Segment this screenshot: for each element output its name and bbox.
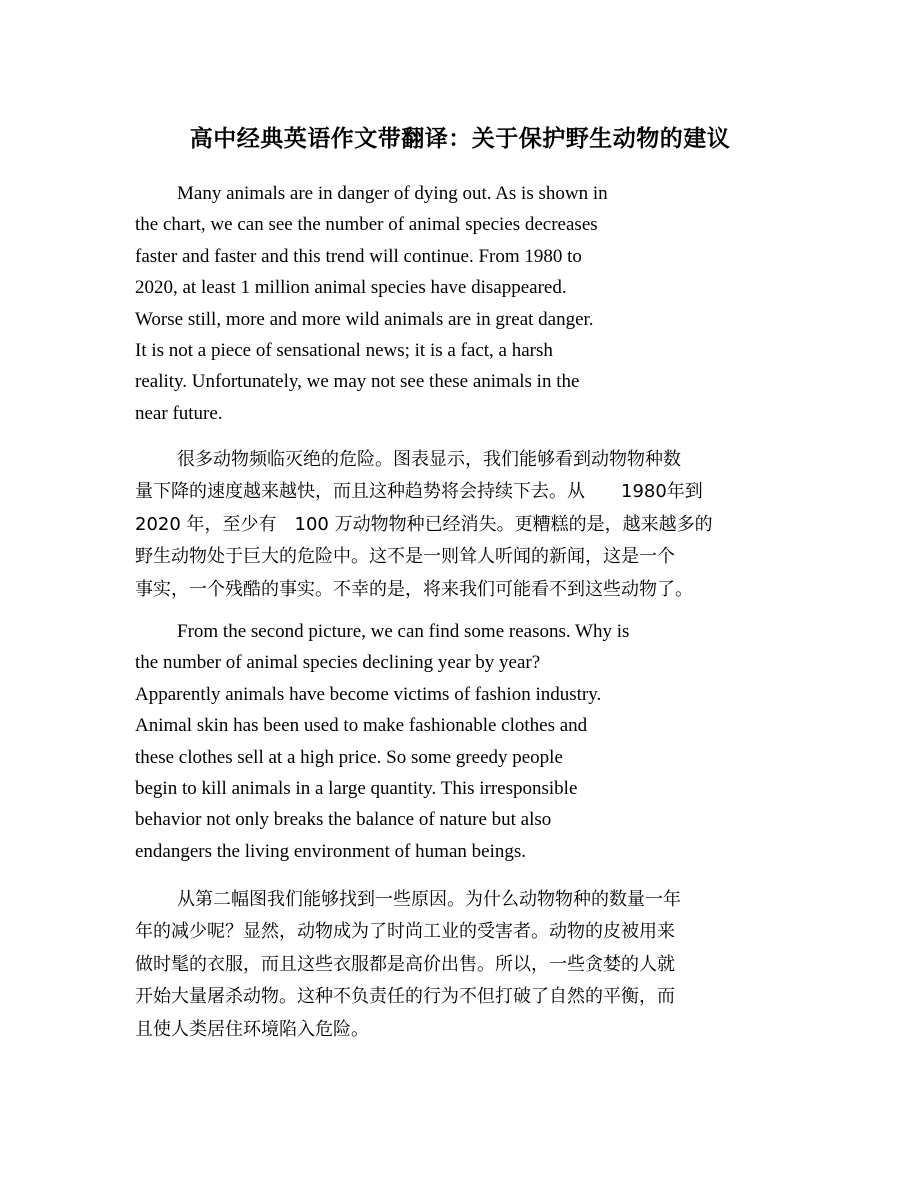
text-line: 2020 年，至少有 100 万动物物种已经消失。更糟糕的是，越来越多的 (135, 513, 713, 535)
text-line: near future. (135, 402, 223, 424)
text-line: behavior not only breaks the balance of nature but also (135, 809, 552, 831)
text-line: faster and faster and this trend will continue. From 1980 to (135, 245, 582, 267)
document-title: 高中经典英语作文带翻译：关于保护野生动物的建议 (189, 126, 731, 152)
text-line: endangers the living environment of human beings. (135, 840, 526, 862)
text-line: Animal skin has been used to make fashionable clothes and (135, 715, 588, 737)
text-line: 很多动物频临灭绝的危险。图表显示，我们能够看到动物物种数 (177, 449, 681, 470)
text-line: 且使人类居住环境陷入危险。 (135, 1018, 369, 1040)
text-line: Apparently animals have become victims of fashion industry. (135, 683, 602, 705)
text-line: From the second picture, we can find some reasons. Why is (177, 621, 630, 642)
chinese-paragraph-1 (135, 444, 713, 606)
english-paragraph-2 (135, 616, 629, 867)
chinese-paragraph-2 (135, 884, 681, 1046)
text-line: 量下降的速度越来越快，而且这种趋势将会持续下去。从 1980年到 (135, 481, 703, 503)
text-line: Many animals are in danger of dying out. As is shown in (177, 183, 608, 204)
text-line: 2020, at least 1 million animal species have disappeared. (135, 277, 567, 299)
text-line: begin to kill animals in a large quantity. This irresponsible (135, 778, 578, 800)
text-line: Worse still, more and more wild animals are in great danger. (135, 308, 594, 330)
text-line: 做时髦的衣服，而且这些衣服都是高价出售。所以，一些贪婪的人就 (135, 953, 675, 975)
text-line: 从第二幅图我们能够找到一些原因。为什么动物物种的数量一年 (177, 889, 681, 910)
text-line: the number of animal species declining year by year? (135, 652, 541, 674)
text-line: 开始大量屠杀动物。这种不负责任的行为不但打破了自然的平衡，而 (135, 986, 675, 1008)
text-line: 年的减少呢？显然，动物成为了时尚工业的受害者。动物的皮被用来 (135, 921, 675, 943)
text-line: these clothes sell at a high price. So some greedy people (135, 746, 563, 768)
text-line: reality. Unfortunately, we may not see these animals in the (135, 371, 580, 393)
text-line: It is not a piece of sensational news; it is a fact, a harsh (135, 340, 553, 362)
english-paragraph-1 (135, 178, 608, 429)
text-line: 事实，一个残酷的事实。不幸的是，将来我们可能看不到这些动物了。 (135, 578, 693, 600)
text-line: 野生动物处于巨大的危险中。这不是一则耸人听闻的新闻，这是一个 (135, 546, 675, 568)
text-line: the chart, we can see the number of animal species decreases (135, 214, 598, 236)
